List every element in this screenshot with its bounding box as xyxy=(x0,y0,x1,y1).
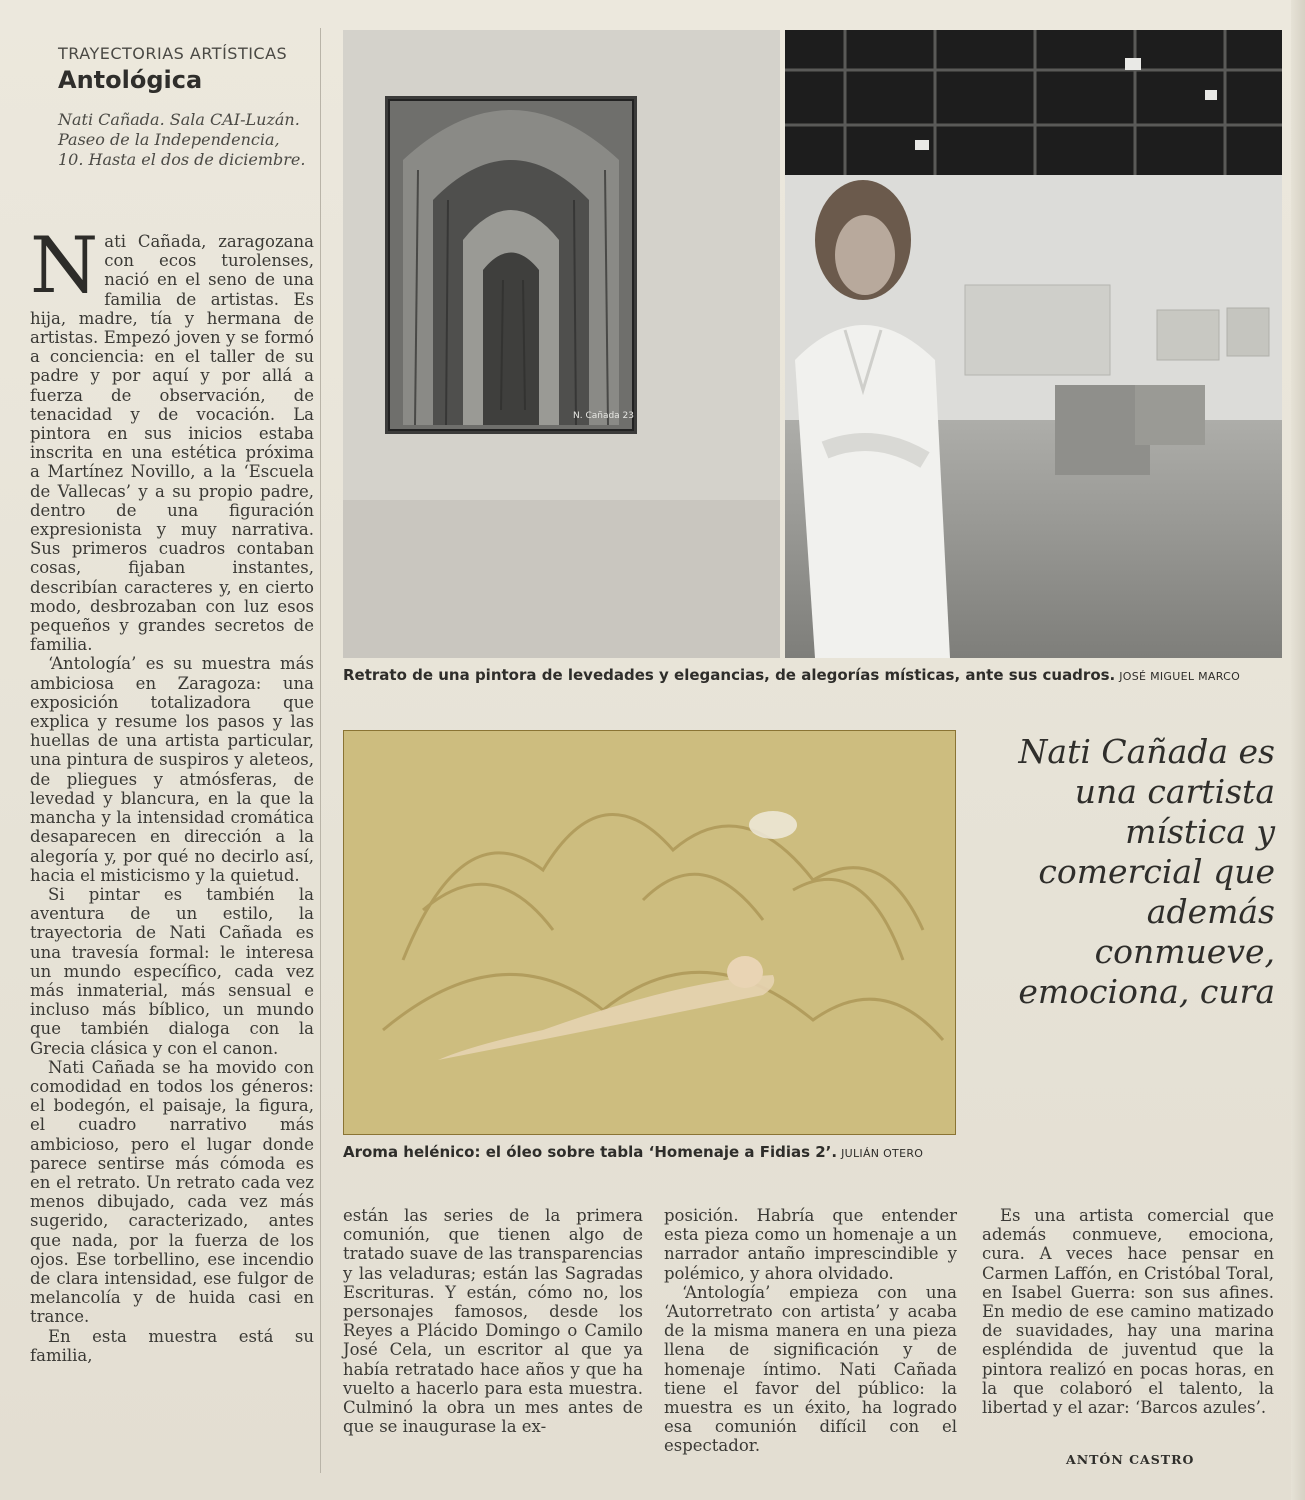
homenaje-fidias-painting xyxy=(343,730,956,1135)
painting-signature: N. Cañada 23 xyxy=(573,411,635,421)
portrait-photo-svg xyxy=(785,30,1282,658)
headline: Antológica xyxy=(58,66,203,94)
photo-credit-1: JOSÉ MIGUEL MARCO xyxy=(1119,670,1241,683)
artist-portrait-photo xyxy=(785,30,1282,658)
article-column-2 xyxy=(343,1206,643,1436)
author-byline: ANTÓN CASTRO xyxy=(1066,1452,1195,1467)
paragraph: Si pintar es también la aventura de un estilo, la trayectoria de Nati Cañada es una travesía formal: le interesa un mundo específico, cada vez más inmaterial, más sensual e incluso más bíblico, un mundo que también dialoga con la Grecia clásica y con el canon. xyxy=(30,884,314,1058)
painting-photo-svg xyxy=(343,30,780,658)
cathedral-painting xyxy=(385,96,637,434)
article-column-4 xyxy=(982,1206,1274,1417)
page-fold xyxy=(1291,0,1305,1500)
paragraph: están las series de la primera comunión, que tienen algo de tratado suave de las transparencias y las veladuras; están las Sagradas Escrituras. Y están, cómo no, los personajes famosos, desde los Reyes a Plácido Domingo o Camilo José Cela, un escritor al que ya había retratado hace años y que ha vuelto a hacerlo para esta muestra. Culminó la obra un mes antes de que se inaugurase la ex- xyxy=(343,1206,643,1437)
paragraph: Nati Cañada se ha movido con comodidad en todos los géneros: el bodegón, el paisaje, la figura, el cuadro narrativo más ambicioso, pero el lugar donde parece sentirse más cómoda es en el retrato. Un retrato cada vez menos dibujado, cada vez más sugerido, caracterizado, antes que nada, por la fuerza de los ojos. Ese torbellino, ese incendio de clara intensidad, ese fulgor de melancolía y de huida casi en trance. xyxy=(30,1057,314,1327)
paragraph: Es una artista comercial que además conmueve, emociona, cura. A veces hace pensar en Carmen Laffón, en Cristóbal Toral, en Isabel Guerra: son sus afines. En medio de ese camino matizado de suavidades, hay una marina espléndida de juventud que la pintora realizó en pocas horas, en la que colaboró el talento, la libertad y el azar: ‘Barcos azules’. xyxy=(982,1206,1274,1418)
gallery-wall-photo xyxy=(343,30,780,658)
exhibition-info: Nati Cañada. Sala CAI-Luzán. Paseo de la Independencia, 10. Hasta el dos de diciembre. xyxy=(58,110,306,169)
section-kicker: TRAYECTORIAS ARTÍSTICAS xyxy=(58,44,288,63)
photo-caption-1: Retrato de una pintora de levedades y elegancias, de alegorías místicas, ante sus cuadros. JOSÉ MIGUEL MARCO xyxy=(343,666,1241,684)
column-rule xyxy=(320,28,321,1473)
drop-cap: N xyxy=(30,221,99,311)
photo-caption-2: Aroma helénico: el óleo sobre tabla ‘Homenaje a Fidias 2’. JULIÁN OTERO xyxy=(343,1143,924,1161)
article-column-3 xyxy=(664,1206,957,1456)
paragraph: En esta muestra está su familia, xyxy=(30,1326,314,1365)
paragraph: posición. Habría que entender esta pieza como un homenaje a un narrador antaño imprescindible y polémico, y ahora olvidado. xyxy=(664,1206,957,1283)
photo-credit-2: JULIÁN OTERO xyxy=(841,1147,924,1160)
paragraph: ‘Antología’ es su muestra más ambiciosa en Zaragoza: una exposición totalizadora que explica y resume los pasos y las huellas de una artista particular, una pintura de suspiros y aleteos, de pliegues y atmósferas, de levedad y blancura, en la que la mancha y la intensidad cromática desaparecen en dirección a la alegoría y, por qué no decirlo así, hacia el misticismo y la quietud. xyxy=(30,654,314,885)
article-column-1 xyxy=(30,221,314,1365)
fidias-painting-svg xyxy=(343,730,956,1135)
dove xyxy=(749,811,797,839)
pull-quote: Nati Cañada es una cartista mística y comercial que además conmueve, emociona, cura xyxy=(1018,732,1275,1011)
paragraph: Nati Cañada, zaragozana con ecos turolenses, nació en el seno de una familia de artistas. Es hija, madre, tía y hermana de artistas. Empezó joven y se formó a conciencia: en el taller de su padre y por aquí y por allá a fuerza de observación, de tenacidad y de vocación. La pintora en sus inicios estaba inscrita en una estética próxima a Martínez Novillo, a la ‘Escuela de Vallecas’ y a su propio padre, dentro de una figuración expresionista y muy narrativa. Sus primeros cuadros contaban cosas, fijaban instantes, describían caracteres y, en cierto modo, desbrozaban con luz esos pequeños y grandes secretos de familia. xyxy=(30,221,314,655)
paragraph: ‘Antología’ empieza con una ‘Autorretrato con artista’ y acaba de la misma manera en una pieza llena de significación y de homenaje íntimo. Nati Cañada tiene el favor del público: la muestra es un éxito, ha logrado esa comunión difícil con el espectador. xyxy=(664,1282,957,1456)
